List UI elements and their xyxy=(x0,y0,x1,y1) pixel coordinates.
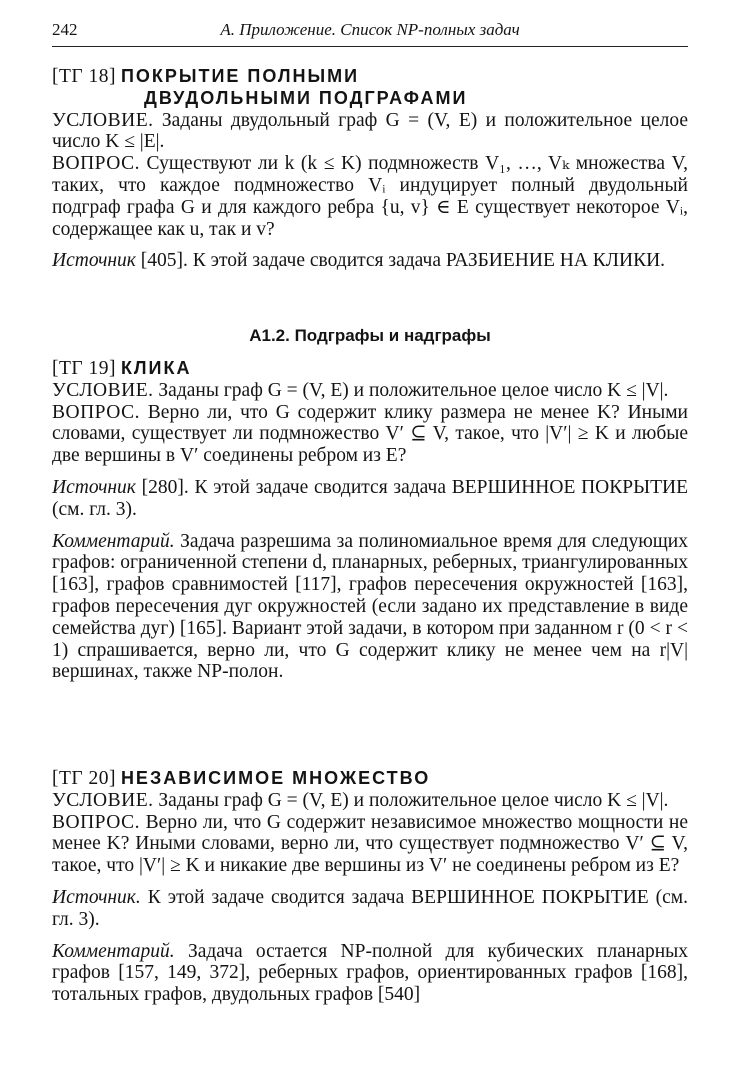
comment-label: Комментарий. xyxy=(52,940,175,962)
section-heading: А1.2. Подграфы и надграфы xyxy=(249,326,491,345)
problem-title: КЛИКА xyxy=(120,358,192,378)
problem-title-line2: ДВУДОЛЬНЫМИ ПОДГРАФАМИ xyxy=(144,87,468,108)
condition-paragraph xyxy=(52,110,688,154)
comment-label: Комментарий. xyxy=(52,530,175,552)
problem-title: ПОКРЫТИЕ ПОЛНЫМИ xyxy=(120,66,360,86)
condition-label: УСЛОВИЕ. xyxy=(52,789,154,811)
comment-text: Задача остается NP-полной для кубических планарных графов [157, 149, 372], реберных графов, ориентированных графов [168], тотальных графов, двудольных графов [540] xyxy=(52,940,689,1006)
problem-heading xyxy=(52,66,688,110)
condition-label: УСЛОВИЕ. xyxy=(52,379,154,401)
question-text: Верно ли, что G содержит независимое множество мощности не менее K? Иными словами, верно ли, что существует подмножество V′ ⊆ V, такое, что |V′| ≥ K и никакие две вершины из V′ не соединены ребром из E? xyxy=(52,811,689,877)
question-text: Верно ли, что G содержит клику размера не менее K? Иными словами, существует ли подмножество V′ ⊆ V, такое, что |V′| ≥ K и любые две вершины в V′ соединены ребром из E? xyxy=(52,401,688,467)
source-paragraph xyxy=(52,477,688,521)
source-label: Источник. xyxy=(52,886,141,908)
problem-heading xyxy=(52,358,688,380)
condition-text: Заданы граф G = (V, E) и положительное целое число K ≤ |V|. xyxy=(158,789,669,811)
source-label: Источник xyxy=(52,250,136,272)
condition-text: Заданы граф G = (V, E) и положительное целое число K ≤ |V|. xyxy=(158,379,669,401)
question-label: ВОПРОС. xyxy=(52,153,140,175)
comment-paragraph xyxy=(52,531,688,684)
page-number: 242 xyxy=(52,20,78,39)
source-paragraph xyxy=(52,887,688,931)
question-text: Существуют ли k (k ≤ K) подмножеств V₁, …, Vₖ множества V, таких, что каждое подмножество Vᵢ индуцирует полный двудольный подграф графа G и для каждого ребра {u, v} ∈ E существует некоторое Vᵢ, содержащее как u, так и v? xyxy=(52,153,688,240)
condition-text: Заданы двудольный граф G = (V, E) и положительное целое число K ≤ |E|. xyxy=(52,109,688,153)
condition-paragraph xyxy=(52,790,688,812)
problem-code: [ТГ 18] xyxy=(52,66,117,87)
condition-paragraph xyxy=(52,380,688,402)
running-title: А. Приложение. Список NP-полных задач xyxy=(220,20,520,39)
problem-heading xyxy=(52,768,688,790)
problem-gt20 xyxy=(52,768,688,1006)
question-paragraph xyxy=(52,153,688,240)
problem-gt19 xyxy=(52,358,688,683)
problem-gt18 xyxy=(52,66,688,272)
question-paragraph xyxy=(52,402,688,467)
comment-text: Задача разрешима за полиномиальное время для следующих графов: ограниченной степени d, планарных, реберных, триангулированных [163], графов сравнимостей [117], графов пересечения окружностей [163], графов пересечения дуг окружностей (если задано их представление в виде семейства дуг) [165]. Вариант этой задачи, в котором при заданном r (0 < r < 1) спрашивается, верно ли, что G содержит клику не менее чем на r|V| вершинах, также NP-полон. xyxy=(52,530,689,683)
problem-code: [ТГ 19] xyxy=(52,358,117,379)
question-label: ВОПРОС. xyxy=(52,811,140,833)
problem-title: НЕЗАВИСИМОЕ МНОЖЕСТВО xyxy=(120,768,431,788)
source-text: [405]. К этой задаче сводится задача РАЗБИЕНИЕ НА КЛИКИ. xyxy=(140,250,666,272)
question-paragraph xyxy=(52,812,688,877)
condition-label: УСЛОВИЕ. xyxy=(52,109,154,131)
source-paragraph xyxy=(52,250,688,272)
problem-code: [ТГ 20] xyxy=(52,768,117,789)
source-text: [280]. К этой задаче сводится задача ВЕРШИННОЕ ПОКРЫТИЕ (см. гл. 3). xyxy=(52,476,689,520)
source-label: Источник xyxy=(52,476,136,498)
running-header xyxy=(52,16,688,47)
source-text: К этой задаче сводится задача ВЕРШИННОЕ ПОКРЫТИЕ (см. гл. 3). xyxy=(52,886,689,930)
comment-paragraph xyxy=(52,941,688,1006)
question-label: ВОПРОС. xyxy=(52,401,140,423)
